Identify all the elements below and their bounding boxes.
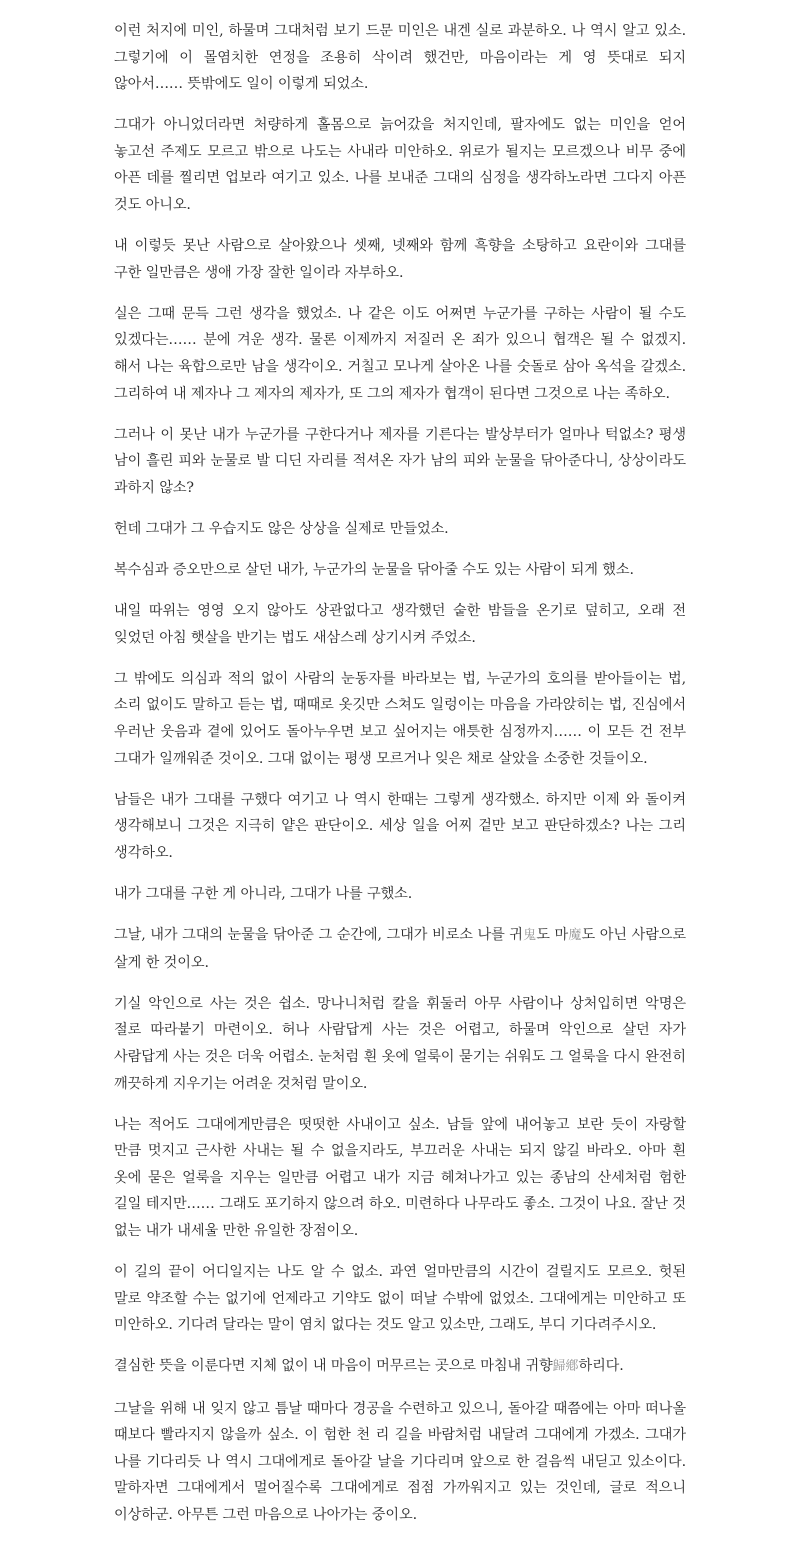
letter-paragraph [114,1259,686,1339]
paragraph-text: 이런 처지에 미인, 하물며 그대처럼 보기 드문 미인은 내겐 실로 과분하오. 나 역시 알고 있소. 그렇기에 이 몰염치한 연정을 조용히 삭이려 했건만, 마음이라는 게 영 뜻대로 되지 않아서…… 뜻밖에도 일이 이렇게 되었소. [114,23,686,93]
letter-paragraph [114,557,686,584]
letter-paragraph [114,301,686,407]
paragraph-text: 이 길의 끝이 어디일지는 나도 알 수 없소. 과연 얼마만큼의 시간이 걸릴지도 모르오. 헛된 말로 약조할 수는 없기에 언제라고 기약도 없이 떠날 수밖에 없었소. 그대에게는 미안하고 또 미안하오. 기다려 달라는 말이 염치 없다는 것도 알고 있소만, 그래도, 부디 기다려주시오. [114,1264,686,1334]
letter-paragraph [114,422,686,502]
paragraph-text: 나는 적어도 그대에게만큼은 떳떳한 사내이고 싶소. 남들 앞에 내어놓고 보란 듯이 자랑할 만큼 멋지고 근사한 사내는 될 수 없을지라도, 부끄러운 사내는 되지 않길 바라오. 아마 흰 옷에 묻은 얼룩을 지우는 일만큼 어렵고 내가 지금 헤쳐나가고 있는 종남의 산세처럼 험한 길일 테지만…… 그래도 포기하지 않으려 하오. 미련하다 나무라도 좋소. 그것이 나요. 잘난 것 없는 내가 내세울 만한 유일한 장점이오. [114,1116,686,1240]
letter-paragraph [114,991,686,1097]
letter-paragraph [114,516,686,543]
letter-paragraph [114,787,686,867]
paragraph-text: 내일 따위는 영영 오지 않아도 상관없다고 생각했던 숱한 밤들을 온기로 덮히고, 오래 전 잊었던 아침 햇살을 반기는 법도 새삼스레 상기시켜 주었소. [114,603,686,646]
paragraph-text: 남들은 내가 그대를 구했다 여기고 나 역시 한때는 그렇게 생각했소. 하지만 이제 와 돌이켜 생각해보니 그것은 지극히 얕은 판단이오. 세상 일을 어찌 겉만 보고 판단하겠소? 나는 그리 생각하오. [114,791,686,861]
paragraph-text: 헌데 그대가 그 우습지도 않은 상상을 실제로 만들었소. [114,521,449,537]
hanja-annotation: 鬼 [522,928,537,944]
paragraph-text: 하리다. [578,1358,624,1375]
paragraph-text: 그 밖에도 의심과 적의 없이 사람의 눈동자를 바라보는 법, 누군가의 호의를 받아들이는 법, 소리 없이도 말하고 듣는 법, 때때로 옷깃만 스쳐도 일렁이는 마음을 가라앉히는 법, 진심에서 우러난 웃음과 곁에 있어도 돌아누우면 보고 싶어지는 애틋한 심정까지…… 이 모든 건 전부 그대가 일깨워준 것이오. 그대 없이는 평생 모르거나 잊은 채로 살았을 소중한 것들이오. [114,670,686,767]
letter-paragraph [114,112,686,218]
paragraph-text: 내가 그대를 구한 게 아니라, 그대가 나를 구했소. [114,886,413,903]
paragraph-text: 결심한 뜻을 이룬다면 지체 없이 내 마음이 머무르는 곳으로 마침내 귀향 [114,1358,553,1375]
letter-paragraph [114,233,686,286]
letter-paragraph [114,18,686,98]
paragraph-text: 실은 그때 문득 그런 생각을 했었소. 나 같은 이도 어쩌면 누군가를 구하는 사람이 될 수도 있겠다는…… 분에 겨운 생각. 물론 이제까지 저질러 온 죄가 있으니 협객은 될 수 없겠지. 해서 나는 육합으로만 남을 생각이오. 거칠고 모나게 살아온 나를 숫돌로 삼아 옥석을 갈겠소. 그리하여 내 제자나 그 제자의 제자가, 또 그의 제자가 협객이 된다면 그것으로 나는 족하오. [114,305,686,402]
letter-paragraph [114,666,686,772]
letter-paragraph [114,1112,686,1245]
letter-paragraph [114,1353,686,1381]
hanja-annotation: 歸鄕 [552,1359,579,1375]
paragraph-text: 그날을 위해 내 잊지 않고 틈날 때마다 경공을 수련하고 있으니, 돌아갈 때쯤에는 아마 떠나올 때보다 빨라지지 않을까 싶소. 이 험한 천 리 길을 바람처럼 내달려 그대에게 가겠소. 그대가 나를 기다리듯 나 역시 그대에게로 돌아갈 날을 기다리며 앞으로 한 걸음씩 내딛고 있소이다. 말하자면 그대에게서 멀어질수록 그대에게로 점점 가까워지고 있는 것인데, 글로 적으니 이상하군. 아무튼 그런 마음으로 나아가는 중이오. [114,1400,686,1523]
letter-paragraph [114,598,686,651]
paragraph-text: 내 이렇듯 못난 사람으로 살아왔으나 셋째, 넷째와 함께 흑향을 소탕하고 요란이와 그대를 구한 일만큼은 생애 가장 잘한 일이라 자부하오. [114,238,686,281]
paragraph-text: 기실 악인으로 사는 것은 쉽소. 망나니처럼 칼을 휘둘러 아무 사람이나 상처입히면 악명은 절로 따라붙기 마련이오. 허나 사람답게 사는 것은 어렵고, 하물며 악인으로 살던 자가 사람답게 사는 것은 더욱 어렵소. 눈처럼 흰 옷에 얼룩이 묻기는 쉬워도 그 얼룩을 다시 완전히 깨끗하게 지우기는 어려운 것처럼 말이오. [114,995,686,1092]
paragraph-text: 그러나 이 못난 내가 누군가를 구한다거나 제자를 기른다는 발상부터가 얼마나 턱없소? 평생 남이 흘린 피와 눈물로 발 디딘 자리를 적셔온 자가 남의 피와 눈물을 닦아준다니, 상상이라도 과하지 않소? [114,426,686,496]
paragraph-text: 도 아닌 사람으로 살게 한 것이오. [114,927,687,971]
letter-paragraph [114,922,686,976]
paragraph-text: 그날, 내가 그대의 눈물을 닦아준 그 순간에, 그대가 비로소 나를 귀 [114,927,523,944]
letter-paragraph [114,1396,686,1529]
letter-paragraph [114,881,686,908]
paragraph-text: 그대가 아니었더라면 처량하게 홀몸으로 늙어갔을 처지인데, 팔자에도 없는 미인을 얻어 놓고선 주제도 모르고 밖으로 나도는 사내라 미안하오. 위로가 될지는 모르겠으나 비무 중에 아픈 데를 찔리면 업보라 여기고 있소. 나를 보내준 그대의 심정을 생각하노라면 그다지 아픈 것도 아니오. [114,117,686,214]
paragraph-text: 도 마 [536,927,569,944]
paragraph-text: 복수심과 증오만으로 살던 내가, 누군가의 눈물을 닦아줄 수도 있는 사람이 되게 했소. [114,562,634,579]
hanja-annotation: 魔 [568,928,582,944]
